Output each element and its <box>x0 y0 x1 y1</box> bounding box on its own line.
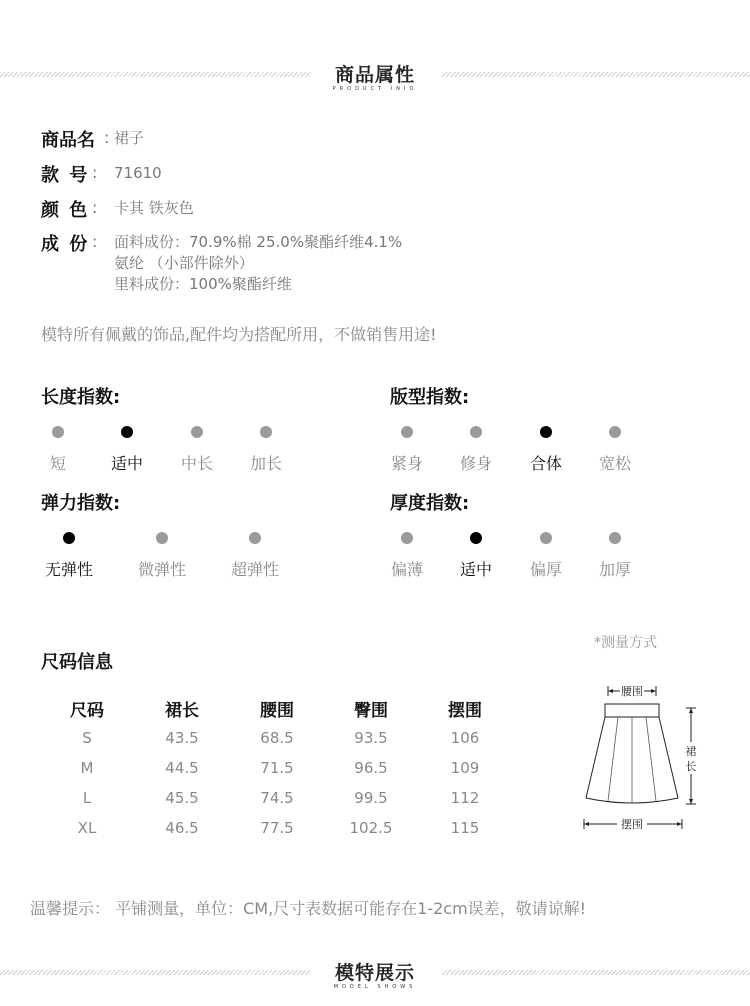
fit-option-dot <box>401 426 413 438</box>
info-label-composition: 成 份 <box>41 234 90 255</box>
section-header-attributes <box>0 64 750 108</box>
section-title: 模特展示 <box>334 962 415 984</box>
size-cell: 102.5 <box>349 819 393 837</box>
length-option-dot-selected <box>121 426 133 438</box>
size-cell: 99.5 <box>354 789 388 807</box>
size-cell: 115 <box>450 819 480 837</box>
size-cell: XL <box>77 819 97 837</box>
length-option-label-selected: 适中 <box>110 454 143 473</box>
size-cell: S <box>82 729 92 747</box>
thickness-index-title: 厚度指数: <box>390 493 470 514</box>
size-cell: 112 <box>450 789 480 807</box>
info-colon: : <box>92 163 98 182</box>
thickness-option-dot-selected <box>470 532 482 544</box>
size-cell: 109 <box>450 759 480 777</box>
section-title: 商品属性 <box>334 64 415 86</box>
size-cell: 77.5 <box>260 819 294 837</box>
elastic-option-label-selected: 无弹性 <box>44 560 93 579</box>
length-option-label: 加长 <box>249 454 282 473</box>
size-cell: 45.5 <box>165 789 199 807</box>
section-subtitle: PRODUCT INIO <box>332 86 418 92</box>
size-cell: L <box>82 789 92 807</box>
length-option-dot <box>52 426 64 438</box>
size-cell: 68.5 <box>260 729 294 747</box>
thickness-option-label: 偏薄 <box>390 560 423 579</box>
hem-label: 摆围 <box>621 818 643 831</box>
length-option-dot <box>260 426 272 438</box>
size-title: 尺码信息 <box>41 652 113 673</box>
fit-option-label: 宽松 <box>598 454 631 473</box>
elastic-option-label: 超弹性 <box>230 560 279 579</box>
thickness-option-dot <box>401 532 413 544</box>
size-cell: 43.5 <box>165 729 199 747</box>
size-cell: 74.5 <box>260 789 294 807</box>
thickness-option-dot <box>609 532 621 544</box>
info-value-color: 卡其 铁灰色 <box>114 199 194 217</box>
size-cell: 71.5 <box>260 759 294 777</box>
fit-index-title: 版型指数: <box>390 387 470 408</box>
fit-option-dot-selected <box>540 426 552 438</box>
waist-label: 腰围 <box>621 685 643 698</box>
fit-option-label: 修身 <box>459 454 492 473</box>
length-option-dot <box>191 426 203 438</box>
fit-option-label-selected: 合体 <box>529 454 562 473</box>
info-colon: : <box>104 128 110 147</box>
skirt-measure-diagram <box>578 680 708 840</box>
size-col-header: 尺码 <box>70 701 104 721</box>
info-value-style: 71610 <box>114 164 162 182</box>
size-cell: 46.5 <box>165 819 199 837</box>
size-col-header: 腰围 <box>260 701 294 721</box>
thickness-option-dot <box>540 532 552 544</box>
elastic-option-dot <box>249 532 261 544</box>
size-col-header: 摆围 <box>448 701 482 721</box>
length-option-label: 中长 <box>180 454 213 473</box>
info-colon: : <box>92 198 98 217</box>
elastic-option-dot-selected <box>63 532 75 544</box>
fit-option-dot <box>609 426 621 438</box>
size-cell: 93.5 <box>354 729 388 747</box>
elastic-option-dot <box>156 532 168 544</box>
elastic-index-title: 弹力指数: <box>41 493 121 514</box>
length-label-bottom: 长 <box>685 760 697 773</box>
size-cell: 106 <box>450 729 480 747</box>
info-composition-line: 里料成份：100%聚酯纤维 <box>114 275 292 293</box>
info-label-style: 款 号 <box>41 165 90 186</box>
accessory-notice: 模特所有佩戴的饰品,配件均为搭配所用，不做销售用途! <box>41 325 437 344</box>
thickness-option-label: 加厚 <box>598 560 631 579</box>
size-cell: 44.5 <box>165 759 199 777</box>
length-option-label: 短 <box>49 454 66 473</box>
info-colon: : <box>92 232 98 251</box>
length-index-title: 长度指数: <box>41 387 121 408</box>
section-subtitle: MODEL SHOWS <box>333 984 417 990</box>
fit-option-dot <box>470 426 482 438</box>
info-value-name: 裙子 <box>114 129 145 147</box>
thickness-option-label-selected: 适中 <box>459 560 492 579</box>
section-header-model <box>0 962 750 1006</box>
fit-option-label: 紧身 <box>390 454 423 473</box>
info-label-color: 颜 色 <box>41 200 90 221</box>
length-label-top: 裙 <box>685 745 697 758</box>
measurement-tip: 温馨提示： 平铺测量，单位：CM,尺寸表数据可能存在1-2cm误差，敬请谅解! <box>30 899 587 918</box>
info-composition-line: 氨纶 （小部件除外） <box>114 254 254 272</box>
info-composition-line: 面料成份：70.9%棉 25.0%聚酯纤维4.1% <box>114 233 403 251</box>
size-cell: M <box>80 759 94 777</box>
size-cell: 96.5 <box>354 759 388 777</box>
measure-method-note: *测量方式 <box>594 635 657 651</box>
thickness-option-label: 偏厚 <box>529 560 562 579</box>
elastic-option-label: 微弹性 <box>137 560 186 579</box>
size-col-header: 臀围 <box>354 701 388 721</box>
info-label-name: 商品名 <box>41 130 95 151</box>
size-col-header: 裙长 <box>165 701 199 721</box>
